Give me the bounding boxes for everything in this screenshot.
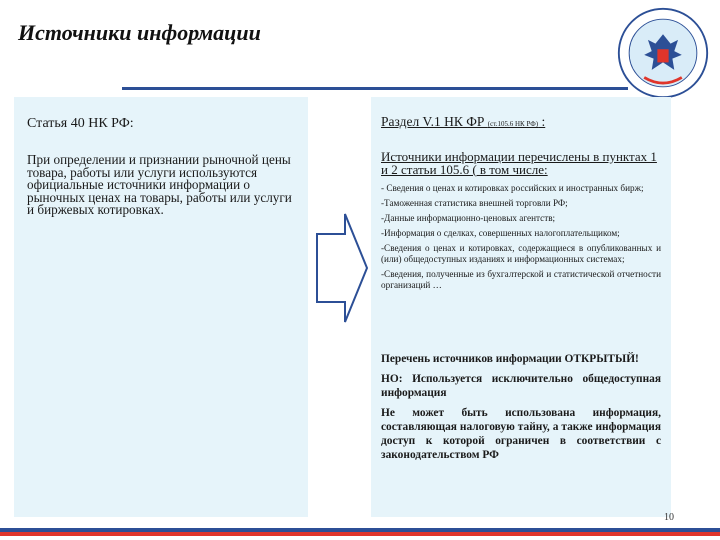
page-number: 10 [664,512,674,523]
article-40-text: При определении и признании рыночной цены товара, работы или услуги используются официальные источники информации о рыночных ценах на товары, работы или услуги и биржевых котировках. [27,152,292,218]
list-item: -Данные информационно-ценовых агентств; [381,212,556,223]
right-arrow-icon [315,212,369,324]
public-info-note: НО: Используется исключительно общедоступная информация [381,373,661,399]
key-notes [381,352,661,468]
list-item: -Сведения о ценах и котировках, содержащиеся в опубликованных и (или) общедоступных изданиях и информационных системах; [381,242,661,264]
title-underline [122,87,628,90]
list-item: -Информация о сделках, совершенных налогоплательщиком; [381,227,620,238]
article-40-heading: Статья 40 НК РФ: [27,116,134,131]
sources-list [381,183,661,295]
secret-info-note: Не может быть использована информация, составляющая налоговую тайну, а также информация доступ к которой ограничен в соответствии с законодательством РФ [381,407,661,461]
footer-bar-red [0,532,720,536]
section-v1-heading-ref: (ст.105.6 НК РФ) [487,120,539,128]
list-item: -Таможенная статистика внешней торговли РФ; [381,197,568,208]
sources-intro: Источники информации перечислены в пунктах 1 и 2 статьи 105.6 ( в том числе: [381,149,657,177]
section-v1-heading-main: Раздел V.1 НК ФР [381,114,488,129]
list-item: -Сведения, полученные из бухгалтерской и статистической отчетности организаций … [381,268,661,291]
section-v1-heading-colon: : [538,114,546,129]
open-list-note: Перечень источников информации ОТКРЫТЫЙ! [381,353,639,365]
list-item: - Сведения о ценах и котировках российских и иностранных бирж; [381,183,644,193]
fns-emblem-logo [616,6,710,100]
slide-title: Источники информации [18,20,261,45]
section-v1-heading [381,114,545,130]
